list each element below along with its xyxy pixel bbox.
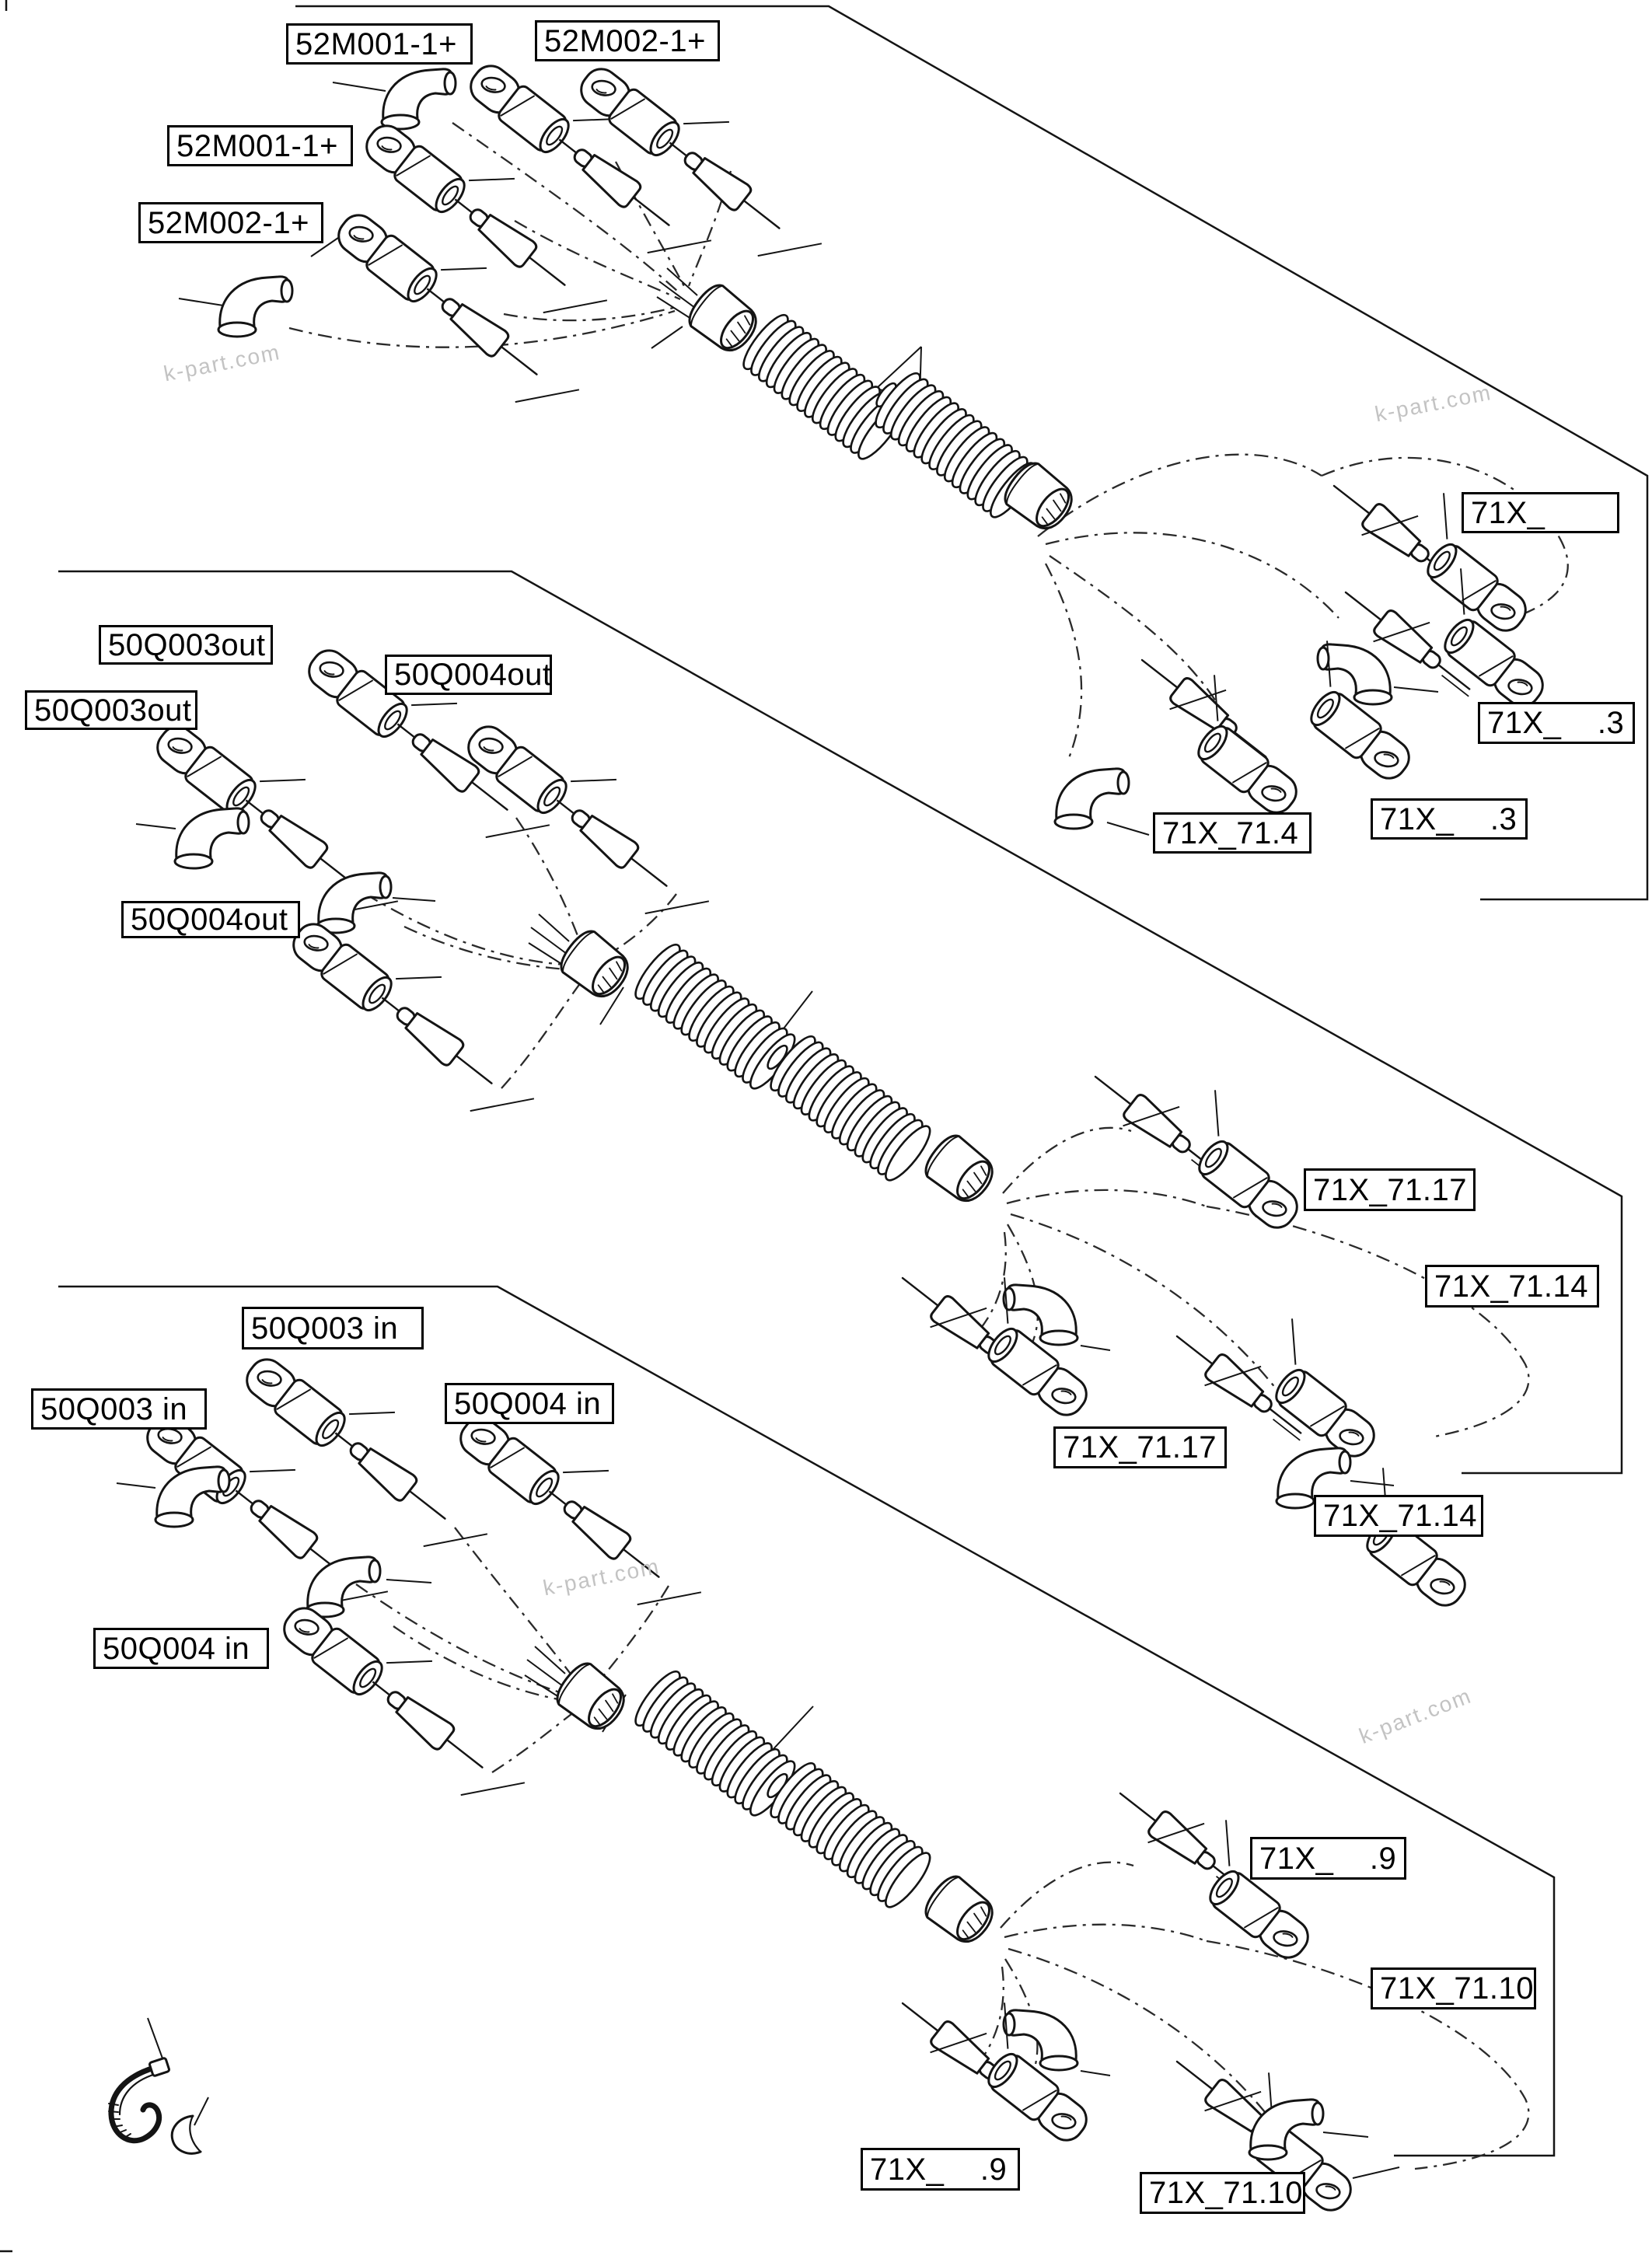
part-label[interactable]: 50Q004out (121, 901, 300, 938)
corrugated-tube-drawing (764, 1031, 936, 1185)
part-label[interactable]: 71X_ (1462, 492, 1619, 533)
part-label[interactable]: 50Q004 in (445, 1383, 614, 1424)
part-label[interactable]: 71X_71.10 (1140, 2172, 1305, 2214)
part-label[interactable]: 50Q004out (385, 655, 552, 695)
terminal-set-drawing (323, 182, 603, 428)
elbow-boot-drawing (175, 808, 249, 868)
part-label[interactable]: 71X_ .3 (1478, 702, 1635, 744)
part-label[interactable]: 52M002-1+ (138, 202, 323, 243)
watermark-text: k-part.com (1356, 1683, 1476, 1748)
elbow-boot-drawing (317, 873, 391, 933)
leader-lines (117, 82, 1438, 2178)
terminal-set-drawing (565, 36, 846, 282)
terminal-set-drawing (268, 1575, 549, 1821)
watermark-text: k-part.com (1373, 379, 1494, 427)
tube-cap-drawing (920, 1871, 1001, 1950)
terminal-set-drawing (452, 693, 733, 940)
part-label[interactable]: 52M001-1+ (167, 125, 353, 166)
tube-cap-drawing (920, 1130, 1001, 1210)
terminal-set-drawing (278, 891, 558, 1137)
cable-tie-drawing (109, 2058, 169, 2141)
part-label[interactable]: 50Q003out (25, 690, 197, 730)
tube-cap-drawing (555, 926, 636, 1005)
terminal-set-drawing (351, 93, 631, 339)
elbow-boot-drawing (382, 69, 456, 129)
part-label[interactable]: 52M002-1+ (535, 20, 720, 61)
tube-cap-drawing (551, 1658, 632, 1737)
part-label[interactable]: 50Q003 in (31, 1388, 207, 1430)
elbow-boot-drawing (1055, 769, 1129, 829)
corrugated-tube-drawing (764, 1758, 936, 1912)
watermark-text: k-part.com (541, 1553, 662, 1601)
part-label[interactable]: 71X_71.17 (1053, 1426, 1227, 1468)
part-label[interactable]: 71X_71.10 (1371, 1967, 1536, 2009)
lug-drawing (1245, 1318, 1402, 1464)
corrugated-tube-drawing (737, 309, 909, 464)
part-label[interactable]: 71X_71.14 (1425, 1265, 1599, 1308)
watermark-text: k-part.com (162, 339, 283, 386)
part-label[interactable]: 50Q003out (99, 625, 273, 665)
part-label[interactable]: 52M001-1+ (286, 23, 473, 65)
lug-drawing (1336, 1468, 1493, 1613)
part-label[interactable]: 71X_ .9 (1250, 1837, 1406, 1880)
part-label[interactable]: 71X_ .9 (861, 2148, 1020, 2191)
assembly-top (218, 33, 1571, 829)
part-label[interactable]: 71X_71.17 (1304, 1168, 1476, 1211)
part-label[interactable]: 50Q003 in (242, 1307, 424, 1349)
part-label[interactable]: 71X_ .3 (1371, 798, 1528, 840)
elbow-boot-drawing (218, 277, 292, 337)
part-label[interactable]: 71X_71.4 (1153, 812, 1311, 854)
part-label[interactable]: 50Q004 in (93, 1628, 269, 1669)
part-label[interactable]: 71X_71.14 (1314, 1495, 1483, 1537)
elbow-boot-drawing (306, 1557, 380, 1617)
assembly-middle (141, 617, 1493, 1613)
